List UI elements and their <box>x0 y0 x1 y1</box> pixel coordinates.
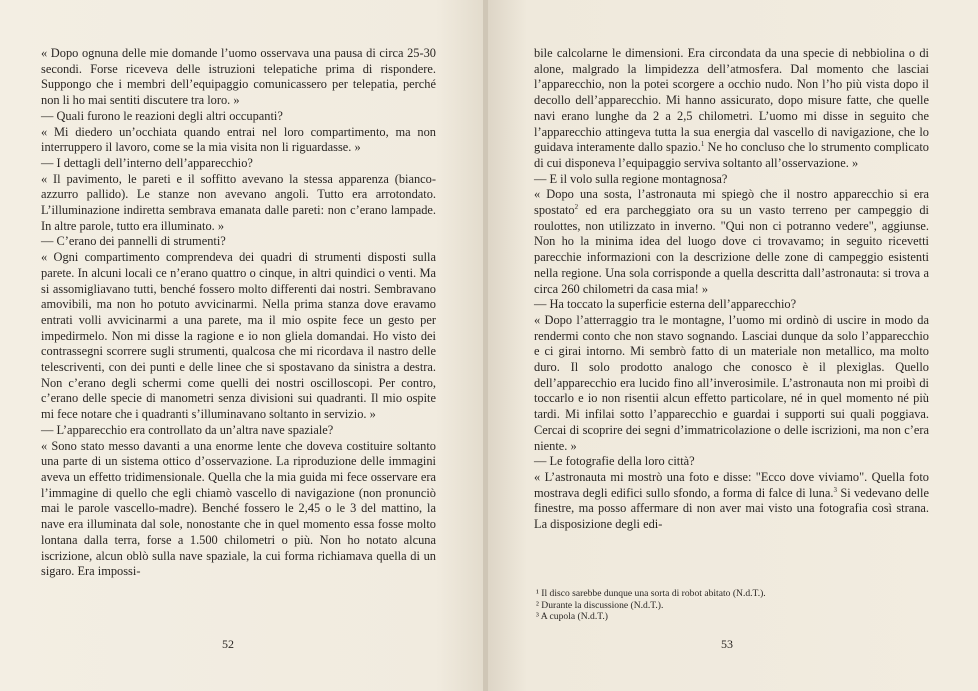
right-page <box>488 0 978 691</box>
footnote-ref: 3 <box>833 485 837 494</box>
paragraph: « Dopo ognuna delle mie domande l’uomo osservava una pausa di circa 25-30 secondi. Forse riceveva delle istruzioni telepatiche prima di rispondere. Suppongo che i membri dell’equipaggio comunicassero per telepatia, perché non li ho mai sentiti discutere tra loro. » <box>41 46 436 108</box>
paragraph: « Ogni compartimento comprendeva dei quadri di strumenti disposti sulla parete. In alcuni locali ce n’erano quattro o cinque, in altri quindici o venti. Ma si assomigliavano tutti, benché fossero molto differenti dai nostri. Sembravano amovibili, ma non ho potuto avvicinarmi. Nella prima stanza dove eravamo entrati volli avvicinarmi a una parete, ma il mio ospite fece un gesto per impedirmelo. Non mi disse la ragione e io non gliela domandai. Ho visto dei contrassegni scorrere sugli strumenti, qualcosa che mi ricordava il nastro delle telescriventi, con dei punti e delle linee che si spostavano da sinistra a destra. Non c’erano degli schermi come quelli dei nostri oscilloscopi. Per contro, c’erano delle specie di manometri senza divisioni sui quadranti. Il mio ospite mi fece notare che i quadranti s’illuminavano soltanto in servizio. » <box>41 250 436 422</box>
paragraph: « Dopo una sosta, l’astronauta mi spiegò che il nostro apparecchio si era spostato$^2$ ed era parcheggiato ora su un vasto terreno per campeggio di roulottes, non utilizzato in inverno. "Qui non ci potranno vedere", aggiunse. Non ho la minima idea del luogo dove ci trovavamo; in seguito ricevetti parecchie informazioni con la descrizione delle zone di campeggio esistenti nella regione. Una sola corrisponde a quella descritta dall’astronauta: si trova a circa 260 chilometri da casa mia! » <box>534 187 929 296</box>
paragraph: — Ha toccato la superficie esterna dell’apparecchio? <box>534 297 797 312</box>
footnote: ² Durante la discussione (N.d.T.). <box>536 599 664 611</box>
paragraph: « L’astronauta mi mostrò una foto e disse: "Ecco dove viviamo". Quella foto mostrava degli edifici sullo sfondo, a forma di falce di luna.$^3$ Si vedevano delle finestre, ma posso affermare di non aver mai visto una fotografia così strana. La disposizione degli edi- <box>534 469 929 532</box>
footnote-ref: 2 <box>574 202 579 211</box>
paragraph: — I dettagli dell’interno dell’apparecchio? <box>41 155 253 170</box>
page-number: 52 <box>222 637 234 651</box>
footnote: ¹ Il disco sarebbe dunque una sorta di robot abitato (N.d.T.). <box>536 588 766 599</box>
footnote-ref: 1 <box>700 140 705 149</box>
paragraph: — L’apparecchio era controllato da un’altra nave spaziale? <box>41 422 334 437</box>
footnotes <box>536 588 916 623</box>
paragraph: — Quali furono le reazioni degli altri occupanti? <box>41 108 283 123</box>
paragraph: — C’erano dei pannelli di strumenti? <box>41 234 226 249</box>
paragraph: bile calcolarne le dimensioni. Era circondata da una specie di nebbiolina o di alone, malgrado la limpidezza dell’atmosfera. Dal momento che lasciai l’apparecchio, non la potei scorgere a occhio nudo. Non l’ho più vista dopo il decollo dell’apparecchio. Mi hanno assicurato, dopo misure fatte, che quelle navi erano lunghe da 2 a 2,5 chilometri. L’uomo mi disse in seguito che l’apparecchio attingeva tutta la sua energia dal vascello di navigazione, che lo guidava interamente dallo spazio.$^1$ Ne ho concluso che lo strumento complicato di cui disponeva l’equipaggio serviva soltanto all’osservazione. » <box>534 46 929 170</box>
page-number: 53 <box>721 637 733 651</box>
footnote: ³ A cupola (N.d.T.) <box>536 611 608 622</box>
paragraph: « Dopo l’atterraggio tra le montagne, l’uomo mi ordinò di uscire in modo da rendermi conto che non stavo sognando. Lasciai dunque da solo l’apparecchio e ci girai intorno. Mi sembrò fatto di un materiale non metallico, ma molto duro. Il solo prodotto analogo che conosco è il plexiglas. Quello dell’apparecchio era lucido fino all’inverosimile. L’astronauta non mi proibì di toccarlo e io non risentii alcun effetto particolare, né in quel momento né più tardi. Mi infilai sotto l’apparecchio e guardai i supporti sui quali poggiava. Cercai di scoprire dei segni d’immatricolazione o delle iscrizioni, ma non c’era niente. » <box>534 312 929 453</box>
paragraph: « Mi diedero un’occhiata quando entrai nel loro compartimento, ma non interruppero il lavoro, come se la mia visita non li riguardasse. » <box>41 124 436 155</box>
left-page <box>0 0 485 691</box>
paragraph: — E il volo sulla regione montagnosa? <box>534 171 728 186</box>
paragraph: — Le fotografie della loro città? <box>534 454 695 469</box>
right-page-text <box>534 46 929 533</box>
left-page-text <box>41 46 436 580</box>
paragraph: « Il pavimento, le pareti e il soffitto avevano la stessa apparenza (bianco-azzurro pallido). Le stanze non avevano angoli. Tutto era arrotondato. L’illuminazione indiretta sembrava emanata dalle pareti: non c’erano lampade. In altre parole, tutto era illuminato. » <box>41 171 436 233</box>
paragraph: « Sono stato messo davanti a una enorme lente che doveva costituire soltanto una parte di un sistema ottico d’osservazione. La riproduzione delle immagini aveva un effetto tridimensionale. Quella che la mia guida mi fece osservare era l’immagine di quello che egli chiamò vascello di navigazione (non pronunciò mai le parole vascello-madre). Benché fossero le 2,45 o le 3 del mattino, la nave era illuminata dal sole, nonostante che in quel momento essa fosse molto lontana dalla terra, forse a 1.500 chilometri o più. Non ho notato alcuna iscrizione, alcun oblò sulla nave spaziale, la cui forma richiamava quella di un sigaro. Era impossi- <box>41 438 436 579</box>
